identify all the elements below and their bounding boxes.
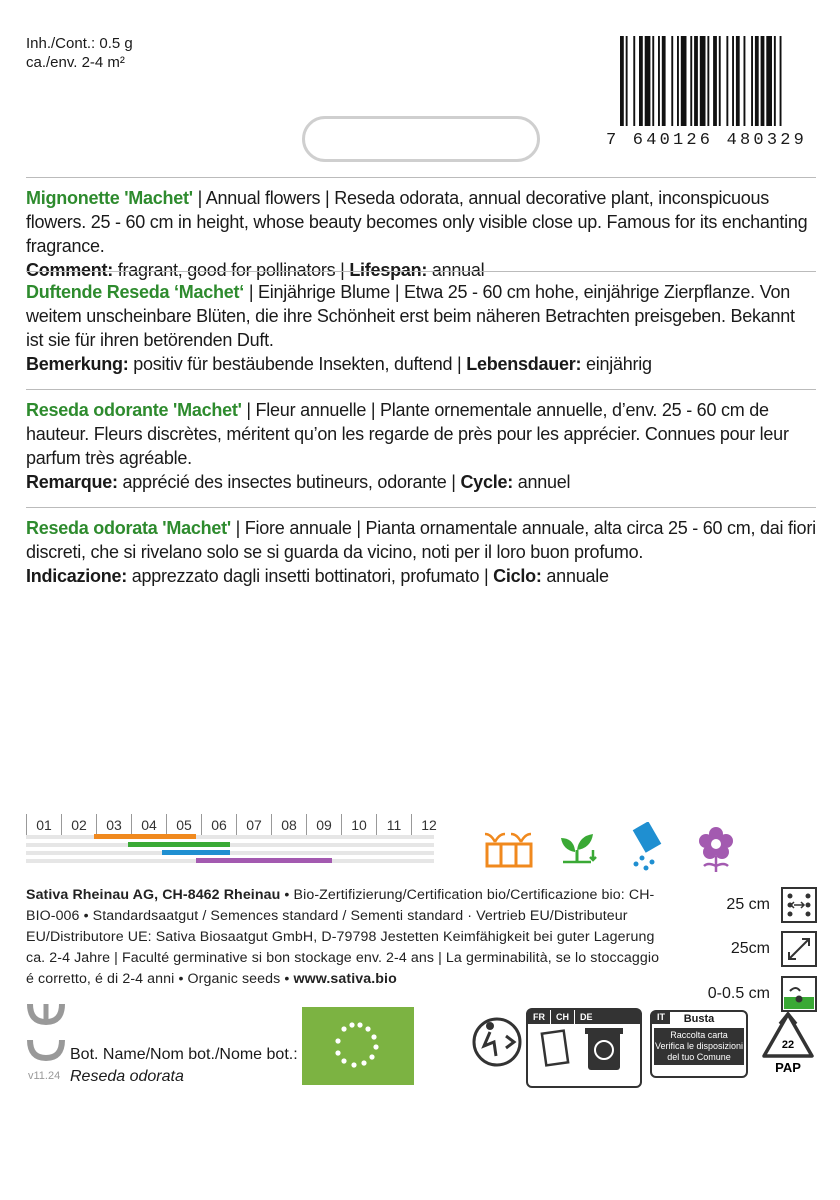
month-label: 07 (236, 814, 271, 838)
raccolta-line3: del tuo Comune (667, 1052, 731, 1062)
country-de: DE (574, 1010, 598, 1024)
comment-fr: apprécié des insectes butineurs, odorante | (117, 472, 461, 492)
barcode-bar (719, 36, 721, 126)
eu-star (361, 1060, 366, 1065)
divider (26, 389, 816, 390)
brand-mark-icon (26, 1000, 66, 1070)
barcode-bar (713, 36, 717, 126)
row-spacing-icon (780, 886, 818, 924)
life-it: annuale (541, 566, 609, 586)
sowing-depth: 0-0.5 cm (707, 985, 770, 1002)
barcode-bars (620, 36, 816, 128)
barcode-bar (774, 36, 776, 126)
row-spacing: 25 cm (726, 896, 770, 913)
raccolta-line2: Verifica le disposizioni (654, 1041, 744, 1051)
seedling-icon (553, 822, 605, 874)
comment-label-de: Bemerkung: (26, 354, 129, 374)
it-tag: IT (652, 1012, 670, 1024)
description-fr (26, 398, 816, 494)
text-en: | Annual flowers | Reseda odorata, annual decorative plant, inconspicuous flowers. 25 - 60 cm in height, whose beauty becomes only visible close up. Famous for its enchanting fragrance. (26, 188, 808, 256)
eu-leaf-icon (302, 1007, 414, 1085)
company-website[interactable]: www.sativa.bio (293, 971, 397, 987)
divider (26, 271, 816, 272)
description-de (26, 280, 816, 376)
month-label: 06 (201, 814, 236, 838)
barcode-bar (633, 36, 635, 126)
raccolta-box (654, 1028, 744, 1065)
barcode-bar (677, 36, 679, 126)
barcode-bar (662, 36, 666, 126)
barcode-bar (626, 36, 628, 126)
text-it: | Fiore annuale | Pianta ornamentale annuale, alta circa 25 - 60 cm, dai fiori discreti, che si rivelano solo se si guarda da vicino, noti per il loro buon profumo. (26, 518, 816, 562)
month-label: 01 (26, 814, 61, 838)
barcode-bar (681, 36, 687, 126)
month-label: 02 (61, 814, 96, 838)
eu-star (371, 1034, 376, 1039)
content-area: ca./env. 2-4 m² (26, 54, 125, 71)
barcode-bar (645, 36, 651, 126)
month-label: 12 (411, 814, 446, 838)
month-label: 03 (96, 814, 131, 838)
barcode (606, 36, 816, 150)
botanical-name (70, 1044, 298, 1088)
comment-en: fragrant, good for pollinators | (113, 260, 350, 280)
calendar-period-bar (196, 858, 332, 863)
content-weight: Inh./Cont.: 0.5 g (26, 35, 133, 52)
eu-star (349, 1022, 354, 1027)
eu-star (341, 1058, 346, 1063)
title-it: Reseda odorata 'Machet' (26, 518, 231, 538)
country-ch: CH (550, 1010, 574, 1024)
barcode-bar (766, 36, 772, 126)
life-fr: annuel (512, 472, 571, 492)
plant-height: 25cm (730, 940, 770, 957)
barcode-bar (620, 36, 624, 126)
triman-icon (470, 1012, 524, 1072)
comment-de: positiv für bestäubende Insekten, duftend | (128, 354, 467, 374)
botanical-species: Reseda odorata (70, 1068, 184, 1085)
barcode-bar (726, 36, 728, 126)
company-info (26, 885, 666, 990)
calendar-period-bar (94, 834, 196, 839)
version-label: v11.24 (28, 1070, 61, 1082)
barcode-bar (694, 36, 698, 126)
sowing-depth-icon (780, 975, 818, 1013)
barcode-bar (744, 36, 746, 126)
barcode-bar (755, 36, 759, 126)
watering-icon (622, 822, 674, 874)
title-en: Mignonette 'Machet' (26, 188, 193, 208)
calendar-period-bar (128, 842, 230, 847)
description-en (26, 186, 816, 282)
pap-code: 22 (781, 1039, 795, 1051)
barcode-bar (652, 36, 654, 126)
barcode-number: 7 640126 480329 (606, 131, 808, 150)
life-label-it: Ciclo: (493, 566, 542, 586)
month-label: 04 (131, 814, 166, 838)
contents-info (26, 34, 133, 72)
hang-hole (302, 116, 540, 162)
title-fr: Reseda odorante 'Machet' (26, 400, 242, 420)
eu-star (369, 1054, 374, 1059)
comment-label-en: Comment: (26, 260, 113, 280)
comment-it: apprezzato dagli insetti bottinatori, profumato | (127, 566, 494, 586)
flower-icon (690, 822, 742, 874)
month-label: 08 (271, 814, 306, 838)
life-label-fr: Cycle: (460, 472, 513, 492)
raccolta-line1: Raccolta carta (670, 1030, 728, 1040)
plant-height-icon (780, 930, 818, 968)
barcode-bar (736, 36, 740, 126)
barcode-bar (700, 36, 706, 126)
divider (26, 507, 816, 508)
eu-star (365, 1026, 370, 1031)
barcode-bar (671, 36, 673, 126)
month-label: 05 (166, 814, 201, 838)
company-text: • Bio-Zertifizierung/Certification bio/Certificazione bio: CH-BIO-006 • Standardsaatgut / Semences standard / Sementi standard · Vertrieb EU/Distributeur EU/Distributore UE: Sativa Biosaatgut GmbH, D-79798 Jestetten Keimfähigkeit bei guter Lagerung ca. 2-4 Jahre | Faculté germinative si bon stockage env. 2-4 ans | La germinabilità, se lo stoccaggio é corretto, é di 2-4 anni • Organic seeds • (26, 887, 660, 987)
comment-label-it: Indicazione: (26, 566, 128, 586)
month-label: 10 (341, 814, 376, 838)
barcode-bar (751, 36, 753, 126)
barcode-bar (761, 36, 765, 126)
barcode-bar (707, 36, 709, 126)
italy-label (650, 1010, 748, 1078)
calendar-period-bar (162, 850, 230, 855)
botanical-label: Bot. Name/Nom bot./Nome bot.: (70, 1046, 298, 1063)
barcode-bar (658, 36, 660, 126)
barcode-bar (732, 36, 734, 126)
life-label-en: Lifespan: (349, 260, 428, 280)
barcode-bar (690, 36, 692, 126)
paper-bin-icon (528, 1024, 640, 1086)
busta-label: Busta (683, 1013, 715, 1025)
eu-star (341, 1026, 346, 1031)
description-it (26, 516, 816, 588)
seed-tray-icon (483, 822, 535, 874)
pap-recycling-icon (758, 1010, 818, 1080)
comment-label-fr: Remarque: (26, 472, 118, 492)
text-fr: | Fleur annuelle | Plante ornementale annuelle, d’env. 25 - 60 cm de hauteur. Fleurs discrètes, méritent qu’on les regarde de près pour les apprécier. Connues pour leur parfum très agréable. (26, 400, 789, 468)
eu-star (351, 1062, 356, 1067)
month-label: 09 (306, 814, 341, 838)
company-name: Sativa Rheinau AG, CH-8462 Rheinau (26, 887, 281, 903)
life-en: annual (427, 260, 485, 280)
life-de: einjährig (581, 354, 652, 374)
eu-star (335, 1050, 340, 1055)
eu-star (373, 1044, 378, 1049)
sorting-box (526, 1008, 642, 1088)
barcode-bar (639, 36, 643, 126)
divider (26, 177, 816, 178)
country-fr: FR (533, 1012, 545, 1022)
country-tabs (528, 1010, 640, 1024)
text-de: | Einjährige Blume | Etwa 25 - 60 cm hohe, einjährige Zierpflanze. Von weitem unscheinbare Blüten, die ihre Schönheit erst beim näheren Betrachten preisgeben. Bekannt ist sie für ihren betörenden Duft. (26, 282, 795, 350)
life-label-de: Lebensdauer: (466, 354, 582, 374)
calendar-track (26, 835, 434, 839)
eu-star (357, 1022, 362, 1027)
barcode-bar (780, 36, 782, 126)
calendar-bars (26, 834, 436, 870)
pap-label: PAP (775, 1060, 801, 1075)
eu-organic-logo (302, 1007, 414, 1085)
month-label: 11 (376, 814, 411, 838)
title-de: Duftende Reseda ‘Machet‘ (26, 282, 245, 302)
eu-star (335, 1038, 340, 1043)
